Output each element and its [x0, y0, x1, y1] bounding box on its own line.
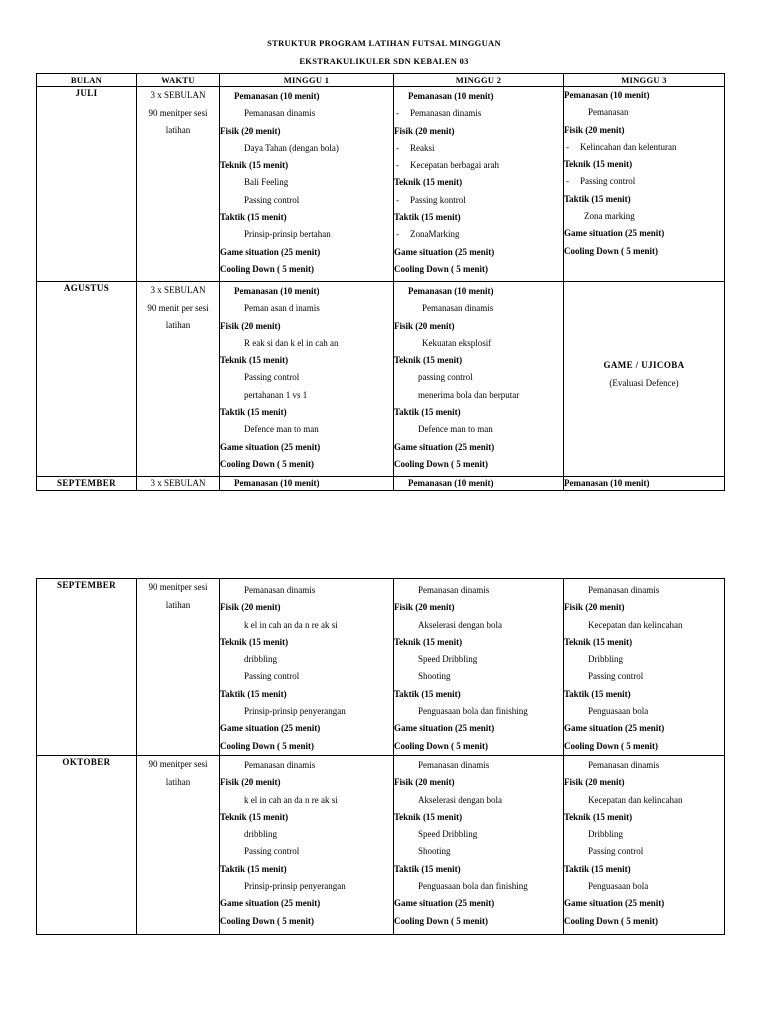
- schedule-table-page-1: [36, 73, 725, 491]
- item-text: Defence man to man: [244, 424, 319, 435]
- month-september: SEPTEMBER: [37, 579, 137, 756]
- item-text: Pemanasan dinamis: [588, 760, 660, 770]
- header-minggu-3: MINGGU 3: [564, 74, 725, 87]
- waktu-line: 3 x SEBULAN: [150, 285, 206, 295]
- item-text: Shooting: [418, 846, 451, 857]
- header-waktu: WAKTU: [137, 74, 220, 87]
- september-minggu-2: [394, 579, 564, 756]
- item-text: Dribbling: [588, 654, 623, 665]
- item-text: passing control: [418, 372, 473, 383]
- item-text: Speed Dribbling: [418, 829, 478, 840]
- section-heading: Game situation (25 menit): [564, 228, 665, 239]
- section-heading: Game situation (25 menit): [220, 723, 321, 734]
- section-heading: Cooling Down ( 5 menit): [220, 740, 314, 751]
- section-heading: Pemanasan (10 menit): [234, 91, 320, 101]
- section-heading: Taktik (15 menit): [394, 863, 461, 874]
- section-heading: Fisik (20 menit): [394, 320, 455, 331]
- oktober-minggu-3: [564, 756, 725, 935]
- waktu-line: 90 menitper sesi: [148, 759, 208, 769]
- row-oktober: [37, 756, 725, 935]
- waktu-juli: [137, 87, 220, 282]
- waktu-line: 90 menitper sesi: [148, 582, 208, 592]
- item-text: k el in cah an da n re ak si: [244, 794, 338, 805]
- section-heading: Cooling Down ( 5 menit): [564, 915, 658, 926]
- waktu-line: 3 x SEBULAN: [150, 90, 206, 100]
- section-heading: Game situation (25 menit): [394, 898, 495, 909]
- item-text: Pemanasan dinamis: [588, 585, 660, 595]
- section-heading: Taktik (15 menit): [564, 193, 631, 204]
- item-text: Pemanasan dinamis: [418, 585, 490, 595]
- item-text: Shooting: [418, 671, 451, 682]
- section-heading: Cooling Down ( 5 menit): [564, 740, 658, 751]
- waktu-september-start: 3 x SEBULAN: [137, 477, 220, 491]
- row-agustus: [37, 282, 725, 477]
- section-heading: Game situation (25 menit): [394, 441, 495, 452]
- header-bulan: BULAN: [37, 74, 137, 87]
- item-text: Passing control: [244, 846, 300, 857]
- agustus-minggu-2: [394, 282, 564, 477]
- item-text: Passing control: [244, 372, 300, 383]
- section-heading: Game situation (25 menit): [220, 441, 321, 452]
- oktober-minggu-1: [220, 756, 394, 935]
- section-heading: Cooling Down ( 5 menit): [394, 263, 488, 274]
- section-heading: Cooling Down ( 5 menit): [220, 263, 314, 274]
- item-text: Pemanasan dinamis: [418, 760, 490, 770]
- waktu-line: 90 menit per sesi: [147, 302, 209, 313]
- item-text: Bali Feeling: [244, 177, 289, 188]
- september-minggu-3: [564, 579, 725, 756]
- section-heading: Pemanasan (10 menit): [564, 477, 725, 491]
- item-text: Akselerasi dengan bola: [418, 619, 502, 630]
- item-text: Dribbling: [588, 829, 623, 840]
- section-heading: Taktik (15 menit): [220, 212, 287, 223]
- section-heading: Teknik (15 menit): [564, 159, 633, 170]
- item-text: Speed Dribbling: [418, 654, 478, 665]
- section-heading: Cooling Down ( 5 menit): [220, 915, 314, 926]
- section-heading: Fisik (20 menit): [564, 602, 625, 613]
- header-minggu-2: MINGGU 2: [394, 74, 564, 87]
- item-text: - Pemanasan dinamis: [394, 105, 563, 122]
- section-heading: Teknik (15 menit): [220, 811, 289, 822]
- waktu-line: 90 menitper sesi: [148, 107, 208, 118]
- section-heading: Cooling Down ( 5 menit): [220, 458, 314, 469]
- section-heading: Taktik (15 menit): [394, 212, 461, 223]
- section-heading: Fisik (20 menit): [220, 320, 281, 331]
- juli-minggu-2: [394, 87, 564, 282]
- agustus-minggu-3: [564, 282, 725, 477]
- section-heading: Fisik (20 menit): [220, 777, 281, 788]
- section-heading: Cooling Down ( 5 menit): [394, 915, 488, 926]
- item-text: menerima bola dan berputar: [418, 389, 520, 400]
- item-text: Pemanasan dinamis: [244, 585, 316, 595]
- section-heading: Pemanasan (10 menit): [564, 90, 650, 100]
- section-heading: Fisik (20 menit): [564, 777, 625, 788]
- item-text: Prinsip-prinsip penyerangan: [244, 706, 346, 717]
- section-heading: Teknik (15 menit): [394, 355, 463, 366]
- waktu-line: latihan: [165, 599, 191, 610]
- waktu-september: [137, 579, 220, 756]
- item-text: Daya Tahan (dengan bola): [244, 142, 339, 153]
- item-text: Pemanasan dinamis: [422, 303, 494, 314]
- item-text: Penguasaan bola: [588, 706, 649, 717]
- section-heading: Teknik (15 menit): [394, 177, 463, 188]
- section-heading: Taktik (15 menit): [394, 407, 461, 418]
- item-text: Peman asan d inamis: [244, 303, 320, 314]
- section-heading: Taktik (15 menit): [564, 688, 631, 699]
- header-row: [37, 74, 725, 87]
- section-heading: Teknik (15 menit): [220, 636, 289, 647]
- item-text: Akselerasi dengan bola: [418, 794, 502, 805]
- header-minggu-1: MINGGU 1: [220, 74, 394, 87]
- item-text: Penguasaan bola dan finishing: [418, 881, 528, 892]
- section-heading: Pemanasan (10 menit): [408, 286, 494, 296]
- item-text: - Kelincahan dan kelenturan: [564, 139, 724, 156]
- section-heading: Game situation (25 menit): [220, 246, 321, 257]
- item-text: - Reaksi: [394, 140, 563, 157]
- item-text: R eak si dan k el in cah an: [244, 337, 339, 348]
- item-text: Passing control: [244, 194, 300, 205]
- item-text: Penguasaan bola: [588, 881, 649, 892]
- item-text: k el in cah an da n re ak si: [244, 619, 338, 630]
- item-text: Pemanasan dinamis: [244, 760, 316, 770]
- agustus-minggu-1: [220, 282, 394, 477]
- section-heading: Game situation (25 menit): [394, 246, 495, 257]
- waktu-line: latihan: [165, 125, 191, 135]
- juli-minggu-1: [220, 87, 394, 282]
- document-subtitle: EKSTRAKULIKULER SDN KEBALEN 03: [299, 56, 469, 66]
- item-text: Prinsip-prinsip bertahan: [244, 229, 331, 240]
- section-heading: Fisik (20 menit): [394, 602, 455, 613]
- row-september: [37, 579, 725, 756]
- item-text: Passing control: [244, 671, 300, 682]
- section-heading: Game situation (25 menit): [394, 723, 495, 734]
- section-heading: Fisik (20 menit): [394, 125, 455, 136]
- section-heading: Game situation (25 menit): [564, 898, 665, 909]
- item-text: Pemanasan dinamis: [244, 108, 316, 119]
- document-title: STRUKTUR PROGRAM LATIHAN FUTSAL MINGGUAN: [267, 38, 501, 48]
- item-text: Pemanasan: [588, 107, 629, 118]
- item-text: Kecepatan dan kelincahan: [588, 619, 683, 630]
- item-text: - Kecepatan berbagai arah: [394, 157, 563, 174]
- section-heading: Taktik (15 menit): [220, 407, 287, 418]
- section-heading: Fisik (20 menit): [394, 777, 455, 788]
- item-text: - Passing control: [564, 173, 724, 190]
- game-ujicoba-label: GAME / UJICOBA: [603, 360, 685, 370]
- row-juli: [37, 87, 725, 282]
- item-text: - ZonaMarking: [394, 226, 563, 243]
- section-heading: Teknik (15 menit): [394, 811, 463, 822]
- september-minggu-1: [220, 579, 394, 756]
- section-heading: Cooling Down ( 5 menit): [394, 458, 488, 469]
- section-heading: Fisik (20 menit): [220, 125, 281, 136]
- item-text: - Passing kontrol: [394, 192, 563, 209]
- item-text: dribbling: [244, 654, 277, 665]
- waktu-oktober: [137, 756, 220, 935]
- month-september: SEPTEMBER: [37, 477, 137, 491]
- waktu-line: latihan: [165, 320, 191, 330]
- item-text: Prinsip-prinsip penyerangan: [244, 881, 346, 892]
- section-heading: Teknik (15 menit): [564, 636, 633, 647]
- section-heading: Pemanasan (10 menit): [408, 91, 494, 101]
- section-heading: Taktik (15 menit): [564, 863, 631, 874]
- section-heading: Taktik (15 menit): [394, 688, 461, 699]
- schedule-table-page-2: [36, 578, 725, 935]
- section-heading: Teknik (15 menit): [394, 636, 463, 647]
- waktu-agustus: [137, 282, 220, 477]
- row-september-start: [37, 477, 725, 491]
- item-text: Passing control: [588, 671, 644, 682]
- month-agustus: AGUSTUS: [37, 282, 137, 477]
- section-heading: Fisik (20 menit): [564, 124, 625, 135]
- section-heading: Taktik (15 menit): [220, 688, 287, 699]
- item-text: Penguasaan bola dan finishing: [418, 706, 528, 717]
- oktober-minggu-2: [394, 756, 564, 935]
- section-heading: Cooling Down ( 5 menit): [564, 245, 658, 256]
- item-text: Kekuatan eksplosif: [422, 337, 492, 348]
- section-heading: Game situation (25 menit): [220, 898, 321, 909]
- section-heading: Pemanasan (10 menit): [220, 477, 394, 491]
- item-text: Defence man to man: [418, 424, 493, 435]
- item-text: dribbling: [244, 829, 277, 840]
- juli-minggu-3: [564, 87, 725, 282]
- section-heading: Taktik (15 menit): [220, 863, 287, 874]
- month-juli: JULI: [37, 87, 137, 282]
- game-ujicoba-note: (Evaluasi Defence): [609, 378, 679, 388]
- section-heading: Fisik (20 menit): [220, 602, 281, 613]
- item-text: pertahanan 1 vs 1: [244, 389, 308, 400]
- section-heading: Pemanasan (10 menit): [394, 477, 564, 491]
- section-heading: Cooling Down ( 5 menit): [394, 740, 488, 751]
- waktu-line: latihan: [165, 776, 191, 787]
- section-heading: Game situation (25 menit): [564, 723, 665, 734]
- section-heading: Teknik (15 menit): [564, 811, 633, 822]
- item-text: Kecepatan dan kelincahan: [588, 794, 683, 805]
- section-heading: Teknik (15 menit): [220, 355, 289, 366]
- month-oktober: OKTOBER: [37, 756, 137, 935]
- item-text: Passing control: [588, 846, 644, 857]
- section-heading: Pemanasan (10 menit): [234, 286, 320, 296]
- item-text: Zona marking: [584, 211, 635, 222]
- section-heading: Teknik (15 menit): [220, 160, 289, 171]
